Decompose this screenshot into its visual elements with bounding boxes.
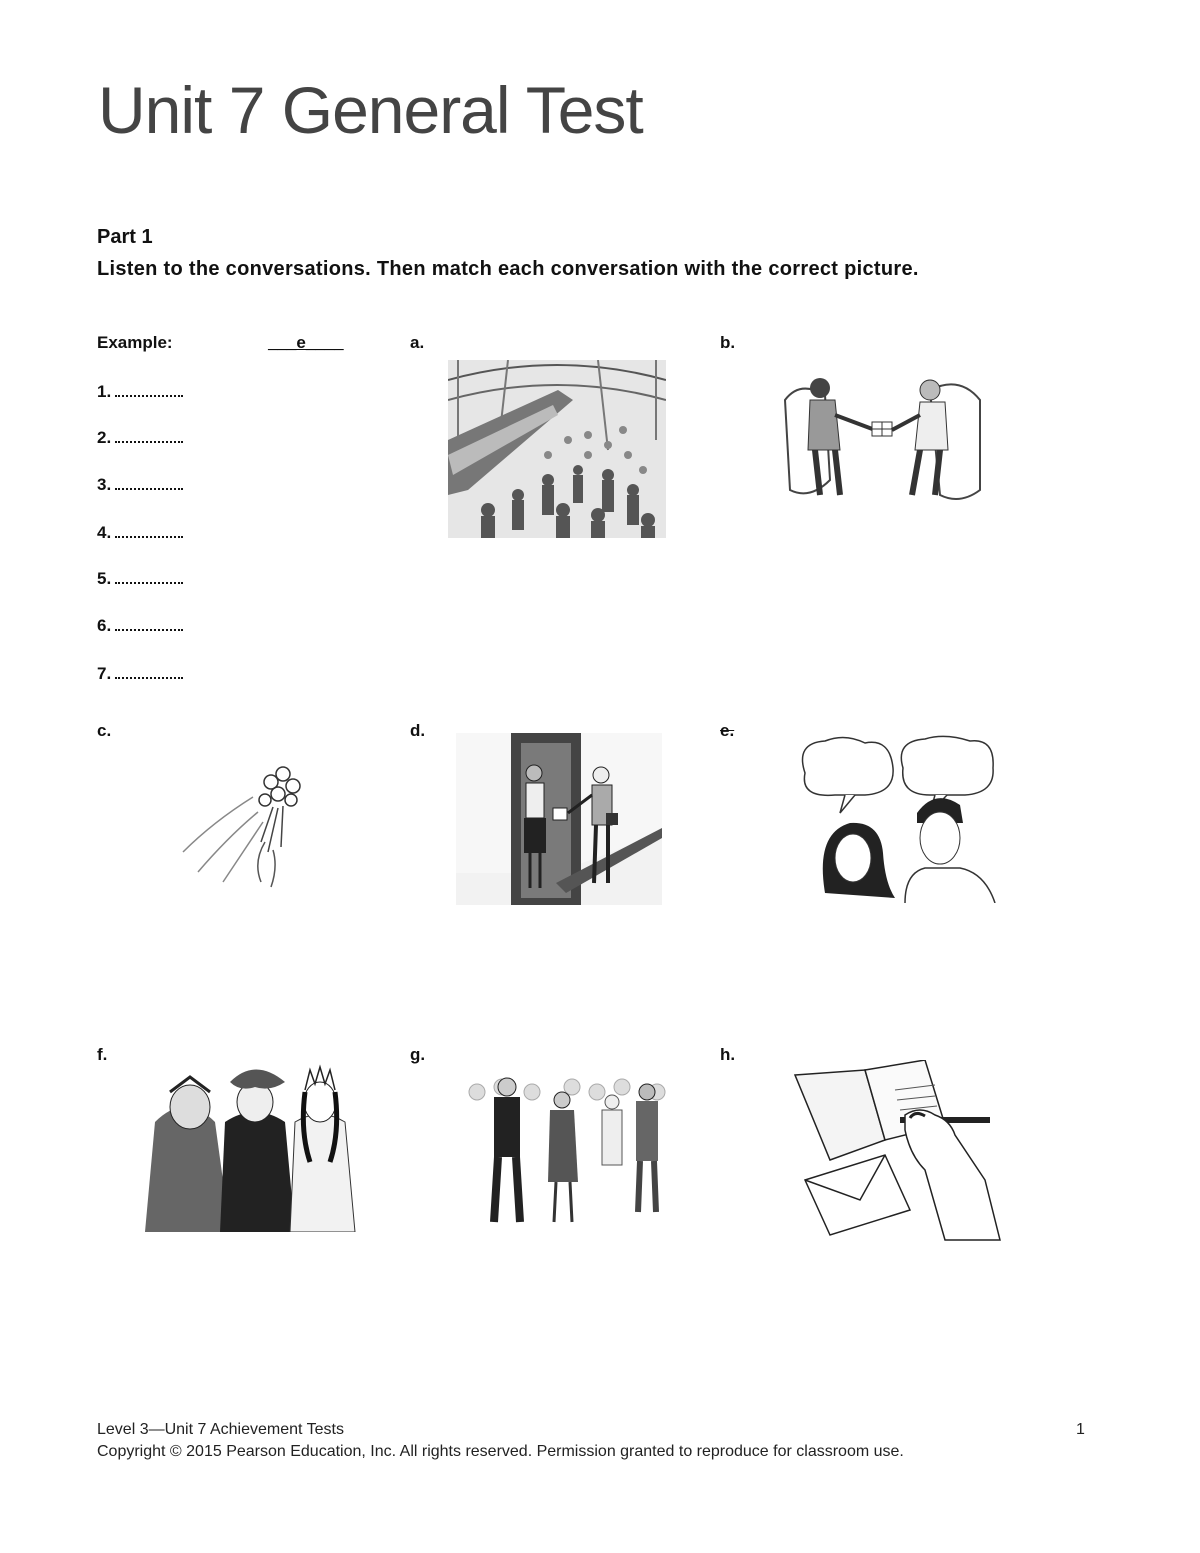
example-answer: ___e____ — [268, 333, 344, 352]
page-title: Unit 7 General Test — [98, 73, 643, 147]
blank-number: 2. — [97, 428, 112, 447]
footer-copyright: Copyright © 2015 Pearson Education, Inc. All rights reserved. Permission granted to reproduce for classroom use. — [97, 1443, 904, 1460]
picture-label-a: a. — [410, 333, 425, 352]
footer-level: Level 3—Unit 7 Achievement Tests — [97, 1421, 344, 1438]
answer-blank-1[interactable] — [97, 382, 183, 402]
answer-line[interactable] — [115, 665, 183, 679]
answer-blank-6[interactable] — [97, 616, 183, 636]
picture-h-writing-card — [785, 1060, 1003, 1246]
picture-e-conversation — [795, 733, 1007, 903]
picture-label-d: d. — [410, 721, 426, 740]
picture-label-h: h. — [720, 1045, 736, 1064]
answer-blank-5[interactable] — [97, 569, 183, 589]
answer-line[interactable] — [115, 383, 183, 397]
answer-line[interactable] — [115, 429, 183, 443]
picture-label-g: g. — [410, 1045, 426, 1064]
picture-label-e: e. — [720, 721, 735, 740]
page-number: 1 — [1076, 1421, 1085, 1438]
answer-line[interactable] — [115, 617, 183, 631]
blank-number: 7. — [97, 664, 112, 683]
picture-label-b: b. — [720, 333, 736, 352]
blank-number: 5. — [97, 569, 112, 588]
answer-line[interactable] — [115, 570, 183, 584]
answer-blank-3[interactable] — [97, 475, 183, 495]
picture-c-bouquet — [143, 742, 365, 904]
picture-b-gift-exchange — [780, 360, 986, 510]
blank-number: 1. — [97, 382, 112, 401]
blank-number: 4. — [97, 523, 112, 542]
answer-blank-4[interactable] — [97, 523, 183, 543]
blank-number: 6. — [97, 616, 112, 635]
picture-label-f: f. — [97, 1045, 108, 1064]
picture-a-train-station — [448, 360, 666, 538]
picture-f-costume-party — [145, 1062, 365, 1232]
instructions: Listen to the conversations. Then match each conversation with the correct picture. — [97, 258, 919, 280]
answer-line[interactable] — [115, 476, 183, 490]
picture-label-c: c. — [97, 721, 112, 740]
answer-blank-7[interactable] — [97, 664, 183, 684]
answer-line[interactable] — [115, 524, 183, 538]
picture-d-door-gift — [456, 733, 662, 905]
answer-blank-2[interactable] — [97, 428, 183, 448]
picture-g-party — [462, 1062, 670, 1242]
blank-number: 3. — [97, 475, 112, 494]
part-heading: Part 1 — [97, 226, 153, 248]
example-label: Example: — [97, 333, 173, 352]
